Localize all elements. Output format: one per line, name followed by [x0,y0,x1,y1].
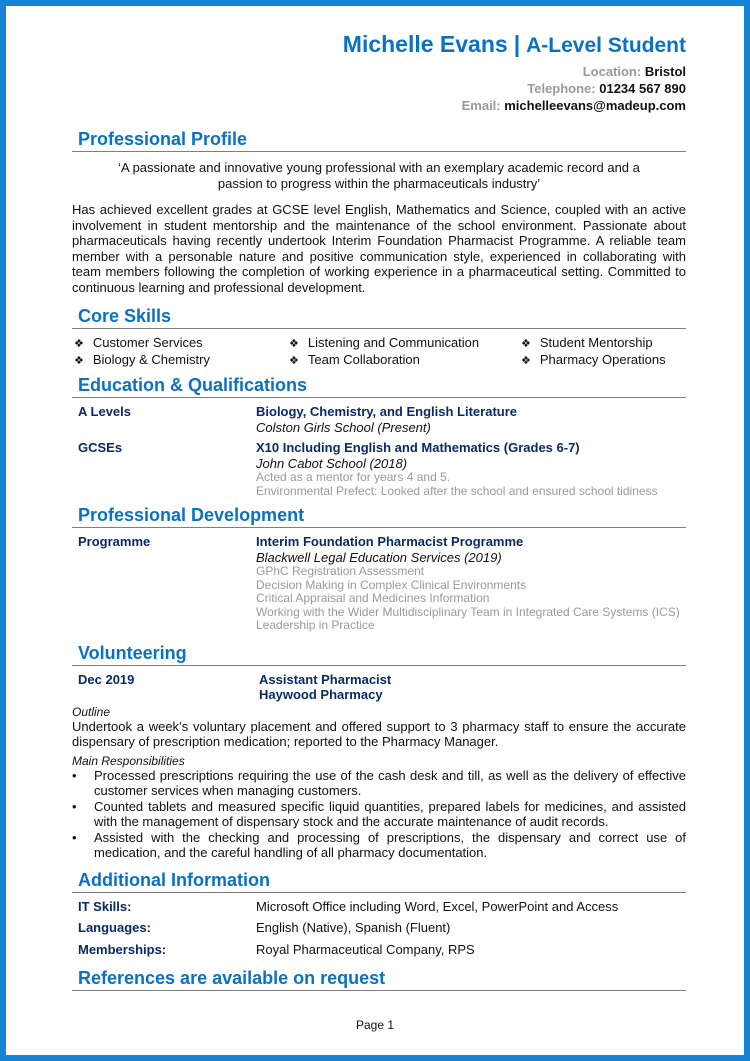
info-row-languages [72,920,686,936]
entry-institution: Colston Girls School (Present) [256,419,431,435]
list-item [72,768,686,799]
candidate-role: A-Level Student [526,34,686,57]
entry-label: A Levels [78,404,131,419]
education-entry-a-levels [72,404,686,435]
section-title-additional: Additional Information [72,869,686,893]
list-item [72,799,686,830]
diamond-bullet-icon: ❖ [74,337,84,350]
name-separator: | [513,31,521,57]
entry-title: Biology, Chemistry, and English Literature [256,404,518,419]
contact-email [72,97,686,114]
outline-label: Outline [72,704,111,719]
entry-role: Assistant Pharmacist [259,671,392,687]
entry-note: Leadership in Practice [256,618,375,632]
responsibilities-list [72,768,686,861]
bullet-icon: • [72,798,77,814]
diamond-bullet-icon: ❖ [289,353,299,367]
volunteering-entry [72,672,686,703]
entry-details [256,534,686,633]
entry-note: Working with the Wider Multidisciplinary Team in Integrated Care Systems (ICS) [256,604,680,619]
entry-note: Environmental Prefect: Looked after the school and ensured school tidiness [256,483,658,498]
entry-details [256,672,686,703]
outline-text: Undertook a week’s voluntary placement and offered support to 3 pharmacy staff to ensure the accurate dispensary of prescription medication; reported to the Pharmacy Manager. [72,718,686,749]
entry-note: Critical Appraisal and Medicines Information [256,591,490,605]
skills-column-2 [289,335,521,368]
entry-label: GCSEs [78,440,123,455]
diamond-bullet-icon: ❖ [74,353,84,367]
entry-title: Interim Foundation Pharmacist Programme [256,534,524,549]
diamond-bullet-icon: ❖ [521,353,531,367]
entry-date: Dec 2019 [78,671,135,687]
info-row-it-skills [72,899,686,915]
skill-label: Team Collaboration [307,351,420,367]
skill-item [74,335,289,352]
info-row-memberships [72,942,686,958]
development-entry [72,534,686,633]
entry-note: Decision Making in Complex Clinical Environments [256,577,527,592]
entry-title: X10 Including English and Mathematics (Grades 6-7) [256,440,580,455]
entry-institution: John Cabot School (2018) [256,455,408,471]
contact-value: 01234 567 890 [599,81,686,96]
entry-label: Programme [78,534,151,549]
info-value: English (Native), Spanish (Fluent) [256,920,451,935]
list-item-text: Processed prescriptions requiring the use of the cash desk and till, as well as the delivery of effective customer services when managing customers. [94,767,686,798]
education-entry-gcses [72,440,686,498]
skill-label: Student Mentorship [539,335,653,350]
info-value: Microsoft Office including Word, Excel, PowerPoint and Access [256,898,619,914]
bullet-icon: • [72,829,77,845]
diamond-bullet-icon: ❖ [521,337,531,350]
skills-column-1 [74,335,289,368]
page-number: Page 1 [355,1018,395,1032]
contact-label: Telephone: [527,81,596,96]
diamond-bullet-icon: ❖ [289,337,299,350]
entry-institution: Blackwell Legal Education Services (2019) [256,549,502,565]
contact-location [72,63,686,80]
info-label: Languages: [78,920,151,935]
info-label: IT Skills: [78,898,132,914]
name-header [72,30,686,60]
profile-quote: ‘A passionate and innovative young professional with an exemplary academic record and a passion to progress within the pharmaceuticals industry’ [118,160,640,191]
section-title-profile: Professional Profile [72,128,686,152]
contact-value: michelleevans@madeup.com [504,98,686,113]
profile-body: Has achieved excellent grades at GCSE level English, Mathematics and Science, coupled with an active involvement in student mentorship and the maintenance of the school environment. Passionate about pharmaceuticals having recently undertook Interim Foundation Pharmacist Programme. A reliable team member with a personable nature and positive communication style, experienced in collaborating with team members following the completion of working experience in a pharmaceutical setting. Committed to continuous learning and professional development. [72,202,686,295]
info-label: Memberships: [78,941,167,957]
skills-column-3 [521,335,666,368]
skill-item [289,335,521,352]
skill-item [289,352,521,369]
section-title-skills: Core Skills [72,305,686,329]
entry-note: GPhC Registration Assessment [256,564,425,578]
section-title-development: Professional Development [72,504,686,528]
list-item-text: Assisted with the checking and processing of prescriptions, the dispensary and correct use of medication, and the careful handling of all pharmacy documentation. [94,829,686,860]
skill-label: Customer Services [92,335,203,350]
section-title-volunteering: Volunteering [72,642,686,666]
responsibilities-label: Main Responsibilities [72,753,185,768]
contact-label: Location: [582,64,642,79]
skill-label: Pharmacy Operations [539,351,666,367]
skill-item [521,335,666,352]
section-title-education: Education & Qualifications [72,374,686,398]
entry-details [256,404,686,435]
contact-value: Bristol [644,64,686,79]
list-item-text: Counted tablets and measured specific liquid quantities, prepared labels for medicines, and assisted with the management of dispensary stock and the accurate maintenance of audit records. [94,798,686,829]
entry-note: Acted as a mentor for years 4 and 5. [256,470,451,484]
skill-label: Biology & Chemistry [92,351,210,367]
section-title-references: References are available on request [72,967,686,991]
bullet-icon: • [72,767,77,783]
candidate-name: Michelle Evans [342,31,508,57]
skill-item [74,352,289,369]
info-value: Royal Pharmaceutical Company, RPS [256,941,475,957]
contact-details [72,63,686,114]
skills-grid [72,335,686,368]
cv-content [72,30,686,991]
entry-organisation: Haywood Pharmacy [259,687,383,702]
contact-label: Email: [461,98,501,113]
contact-telephone [72,80,686,97]
skill-label: Listening and Communication [307,335,480,350]
list-item [72,830,686,861]
entry-details [256,440,686,498]
skill-item [521,352,666,369]
